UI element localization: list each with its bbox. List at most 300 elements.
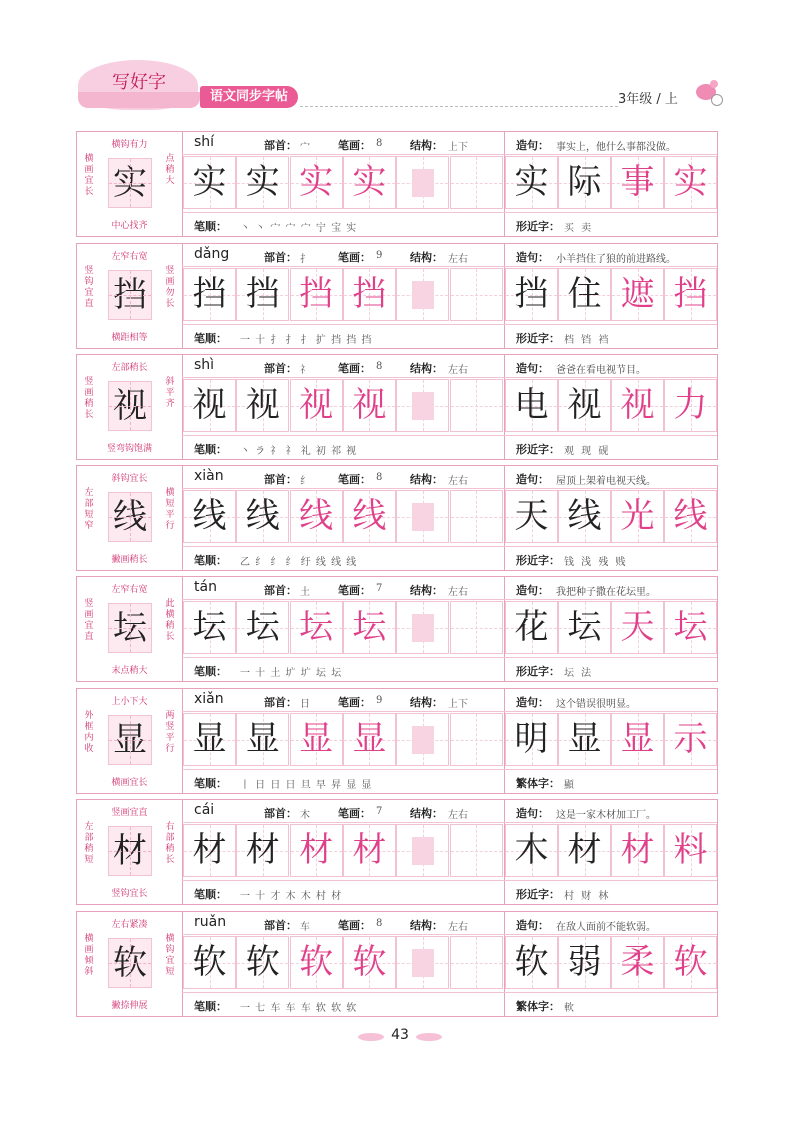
strokes-value: 9 bbox=[376, 250, 383, 261]
structure-value: 左右 bbox=[448, 922, 468, 933]
writing-cell[interactable] bbox=[290, 601, 343, 654]
radical-value: 木 bbox=[300, 810, 310, 821]
strokes-label: 笔画： bbox=[338, 919, 371, 932]
radical-value: 纟 bbox=[300, 476, 310, 487]
writing-cell[interactable] bbox=[450, 601, 503, 654]
writing-cell[interactable] bbox=[236, 601, 289, 654]
word-cell bbox=[505, 936, 558, 989]
radical-value: 宀 bbox=[300, 142, 310, 153]
word-cell bbox=[505, 713, 558, 766]
writing-cell[interactable] bbox=[290, 379, 343, 432]
stroke-order-row bbox=[182, 992, 504, 1017]
writing-grid bbox=[182, 711, 504, 769]
page-footer bbox=[0, 1025, 800, 1049]
model-character-box bbox=[108, 826, 152, 876]
sentence-text: 爸爸在看电视节目。 bbox=[556, 365, 646, 376]
tip-left: 左部短窄 bbox=[84, 488, 94, 531]
structure-label: 结构： bbox=[410, 362, 443, 375]
practice-char: 软 bbox=[192, 942, 227, 982]
structure-label: 结构： bbox=[410, 584, 443, 597]
grade-label: 3年级 / 上 bbox=[618, 92, 678, 107]
practice-char: 线 bbox=[245, 496, 280, 536]
writing-grid bbox=[182, 488, 504, 546]
practice-card bbox=[76, 576, 718, 682]
practice-char: 材 bbox=[245, 830, 280, 870]
sentence-row bbox=[504, 355, 717, 378]
stroke-order-row bbox=[182, 324, 504, 349]
sentence-label: 造句： bbox=[516, 251, 549, 264]
writing-cell[interactable] bbox=[396, 379, 449, 432]
related-row bbox=[504, 657, 717, 682]
radical-label: 部首： bbox=[264, 362, 297, 375]
structure-value: 上下 bbox=[448, 142, 468, 153]
word-cell bbox=[664, 936, 717, 989]
strokes-label: 笔画： bbox=[338, 473, 371, 486]
model-character-box bbox=[108, 270, 152, 320]
stroke-order-row bbox=[182, 657, 504, 682]
practice-card bbox=[76, 688, 718, 794]
word-cell bbox=[505, 268, 558, 321]
word-cell bbox=[505, 379, 558, 432]
book-icon bbox=[78, 92, 200, 108]
writing-cell[interactable] bbox=[450, 713, 503, 766]
writing-cell[interactable] bbox=[450, 824, 503, 877]
pinyin: ruǎn bbox=[194, 914, 227, 930]
related-row bbox=[504, 769, 717, 794]
word-cell bbox=[505, 824, 558, 877]
pinyin: cái bbox=[194, 802, 215, 818]
stroke-order-value: 乙 纟 纟 纟 纡 线 线 线 bbox=[240, 557, 358, 568]
word-char: 电 bbox=[514, 385, 549, 425]
writing-grid bbox=[182, 934, 504, 992]
writing-cell[interactable] bbox=[290, 490, 343, 543]
practice-char: 材 bbox=[352, 830, 387, 870]
leaf-right-icon bbox=[416, 1033, 442, 1041]
practice-area bbox=[182, 912, 505, 1016]
word-cell bbox=[558, 936, 611, 989]
character-guide bbox=[77, 800, 183, 904]
word-char: 坛 bbox=[567, 607, 602, 647]
word-cell bbox=[505, 490, 558, 543]
stroke-order-row bbox=[182, 212, 504, 237]
word-area bbox=[504, 244, 717, 348]
word-cell bbox=[611, 824, 664, 877]
strokes-label: 笔画： bbox=[338, 139, 371, 152]
practice-area bbox=[182, 466, 505, 570]
tip-left: 左部稍短 bbox=[84, 822, 94, 865]
word-grid bbox=[504, 266, 717, 324]
writing-cell[interactable] bbox=[450, 379, 503, 432]
tip-bottom: 撇画稍长 bbox=[111, 555, 148, 565]
sentence-row bbox=[504, 132, 717, 155]
character-guide bbox=[77, 132, 183, 236]
tip-left: 横画倾斜 bbox=[84, 934, 94, 977]
word-cell bbox=[558, 713, 611, 766]
practice-char: 软 bbox=[352, 942, 387, 982]
writing-cell[interactable] bbox=[396, 936, 449, 989]
character-guide bbox=[77, 689, 183, 793]
word-area bbox=[504, 689, 717, 793]
word-char: 显 bbox=[620, 719, 655, 759]
stroke-order-label: 笔顺： bbox=[194, 443, 227, 456]
practice-char: 坛 bbox=[192, 607, 227, 647]
related-row bbox=[504, 435, 717, 460]
tip-right: 右部稍长 bbox=[165, 822, 175, 865]
writing-cell[interactable] bbox=[450, 268, 503, 321]
writing-cell[interactable] bbox=[343, 824, 396, 877]
model-character-box bbox=[108, 603, 152, 653]
writing-cell[interactable] bbox=[396, 156, 449, 209]
writing-cell[interactable] bbox=[343, 601, 396, 654]
tip-top: 左窄右宽 bbox=[111, 585, 148, 595]
word-char: 木 bbox=[514, 830, 549, 870]
tip-top: 竖画宜直 bbox=[111, 808, 148, 818]
stroke-order-value: 丨 日 日 日 旦 早 昇 显 显 bbox=[240, 780, 373, 791]
word-cell bbox=[558, 490, 611, 543]
practice-area bbox=[182, 689, 505, 793]
word-char: 视 bbox=[620, 385, 655, 425]
strokes-label: 笔画： bbox=[338, 696, 371, 709]
sentence-text: 在敌人面前不能软弱。 bbox=[556, 922, 656, 933]
strokes-value: 9 bbox=[376, 695, 383, 706]
writing-cell[interactable] bbox=[396, 824, 449, 877]
practice-char: 实 bbox=[299, 162, 334, 202]
related-chars: 档 铛 裆 bbox=[564, 335, 611, 346]
word-cell bbox=[558, 156, 611, 209]
strokes-value: 8 bbox=[376, 472, 383, 483]
writing-grid bbox=[182, 266, 504, 324]
writing-cell[interactable] bbox=[450, 156, 503, 209]
tip-left: 竖画稍长 bbox=[84, 377, 94, 420]
related-chars: 軟 bbox=[564, 1003, 576, 1014]
writing-cell[interactable] bbox=[343, 936, 396, 989]
word-char: 线 bbox=[673, 496, 708, 536]
writing-cell[interactable] bbox=[236, 936, 289, 989]
practice-char: 实 bbox=[245, 162, 280, 202]
word-grid bbox=[504, 488, 717, 546]
writing-cell[interactable] bbox=[290, 824, 343, 877]
practice-char: 视 bbox=[299, 385, 334, 425]
strokes-value: 7 bbox=[376, 583, 383, 594]
model-character: 材 bbox=[113, 831, 147, 871]
trace-guide bbox=[412, 726, 434, 754]
word-char: 光 bbox=[620, 496, 655, 536]
structure-value: 上下 bbox=[448, 699, 468, 710]
word-char: 力 bbox=[673, 385, 708, 425]
word-char: 弱 bbox=[567, 942, 602, 982]
trace-guide bbox=[412, 949, 434, 977]
strokes-label: 笔画： bbox=[338, 362, 371, 375]
practice-char: 挡 bbox=[192, 274, 227, 314]
strokes-value: 8 bbox=[376, 361, 383, 372]
sentence-label: 造句： bbox=[516, 139, 549, 152]
stroke-order-row bbox=[182, 546, 504, 571]
stroke-order-label: 笔顺： bbox=[194, 220, 227, 233]
tip-bottom: 中心找齐 bbox=[111, 221, 148, 231]
model-character-box bbox=[108, 715, 152, 765]
char-info-row bbox=[182, 466, 504, 489]
radical-value: 扌 bbox=[300, 254, 310, 265]
writing-cell[interactable] bbox=[396, 713, 449, 766]
strokes-value: 8 bbox=[376, 918, 383, 929]
trace-guide bbox=[412, 614, 434, 642]
writing-cell[interactable] bbox=[236, 268, 289, 321]
sentence-row bbox=[504, 577, 717, 600]
writing-cell[interactable] bbox=[183, 936, 236, 989]
trace-guide bbox=[412, 281, 434, 309]
character-guide bbox=[77, 355, 183, 459]
word-char: 坛 bbox=[673, 607, 708, 647]
practice-char: 坛 bbox=[352, 607, 387, 647]
stroke-order-row bbox=[182, 435, 504, 460]
word-char: 际 bbox=[567, 162, 602, 202]
related-chars: 顯 bbox=[564, 780, 576, 791]
word-area bbox=[504, 577, 717, 681]
structure-label: 结构： bbox=[410, 919, 443, 932]
radical-label: 部首： bbox=[264, 139, 297, 152]
practice-area bbox=[182, 355, 505, 459]
writing-cell[interactable] bbox=[343, 379, 396, 432]
word-char: 事 bbox=[620, 162, 655, 202]
stroke-order-label: 笔顺： bbox=[194, 332, 227, 345]
stroke-order-row bbox=[182, 880, 504, 905]
writing-cell[interactable] bbox=[396, 601, 449, 654]
practice-card bbox=[76, 911, 718, 1017]
radical-value: 日 bbox=[300, 699, 310, 710]
word-char: 料 bbox=[673, 830, 708, 870]
radical-value: 土 bbox=[300, 587, 310, 598]
writing-grid bbox=[182, 377, 504, 435]
practice-char: 显 bbox=[299, 719, 334, 759]
radical-label: 部首： bbox=[264, 473, 297, 486]
related-row bbox=[504, 546, 717, 571]
practice-char: 视 bbox=[352, 385, 387, 425]
brand-logo: 写好字 bbox=[112, 72, 166, 93]
related-chars: 坛 法 bbox=[564, 668, 594, 679]
model-character-box bbox=[108, 492, 152, 542]
word-cell bbox=[611, 936, 664, 989]
sentence-row bbox=[504, 912, 717, 935]
structure-label: 结构： bbox=[410, 473, 443, 486]
tip-top: 左窄右宽 bbox=[111, 252, 148, 262]
writing-cell[interactable] bbox=[183, 379, 236, 432]
writing-cell[interactable] bbox=[236, 713, 289, 766]
pinyin: shí bbox=[194, 134, 215, 150]
stroke-order-value: 一 十 才 木 木 村 材 bbox=[240, 891, 343, 902]
sentence-label: 造句： bbox=[516, 473, 549, 486]
word-char: 遮 bbox=[620, 274, 655, 314]
strokes-label: 笔画： bbox=[338, 584, 371, 597]
word-cell bbox=[611, 379, 664, 432]
trace-guide bbox=[412, 837, 434, 865]
radical-value: 车 bbox=[300, 922, 310, 933]
related-label: 形近字： bbox=[516, 888, 560, 901]
writing-cell[interactable] bbox=[236, 156, 289, 209]
sentence-text: 事实上，他什么事都没做。 bbox=[556, 142, 676, 153]
word-area bbox=[504, 355, 717, 459]
radical-label: 部首： bbox=[264, 696, 297, 709]
word-cell bbox=[611, 156, 664, 209]
word-area bbox=[504, 800, 717, 904]
radical-label: 部首： bbox=[264, 251, 297, 264]
tip-left: 竖画宜直 bbox=[84, 599, 94, 642]
practice-card bbox=[76, 131, 718, 237]
model-character: 实 bbox=[113, 163, 147, 203]
structure-value: 左右 bbox=[448, 365, 468, 376]
writing-cell[interactable] bbox=[183, 713, 236, 766]
tip-left: 竖钩宜直 bbox=[84, 266, 94, 309]
practice-char: 显 bbox=[245, 719, 280, 759]
writing-cell[interactable] bbox=[183, 268, 236, 321]
tip-right: 斜平齐 bbox=[165, 377, 175, 409]
related-label: 形近字： bbox=[516, 443, 560, 456]
related-chars: 观 现 砚 bbox=[564, 446, 611, 457]
writing-cell[interactable] bbox=[396, 268, 449, 321]
structure-value: 左右 bbox=[448, 476, 468, 487]
practice-char: 线 bbox=[299, 496, 334, 536]
word-cell bbox=[558, 601, 611, 654]
practice-char: 挡 bbox=[245, 274, 280, 314]
word-char: 挡 bbox=[514, 274, 549, 314]
pinyin: tán bbox=[194, 579, 217, 595]
sentence-text: 这个错误很明显。 bbox=[556, 699, 636, 710]
word-cell bbox=[558, 379, 611, 432]
character-guide bbox=[77, 912, 183, 1016]
word-char: 软 bbox=[514, 942, 549, 982]
writing-cell[interactable] bbox=[343, 268, 396, 321]
word-char: 柔 bbox=[620, 942, 655, 982]
word-grid bbox=[504, 599, 717, 657]
sentence-row bbox=[504, 466, 717, 489]
structure-label: 结构： bbox=[410, 696, 443, 709]
related-chars: 钱 浅 残 贱 bbox=[564, 557, 628, 568]
writing-grid bbox=[182, 822, 504, 880]
tip-bottom: 横距相等 bbox=[111, 333, 148, 343]
model-character: 视 bbox=[113, 386, 147, 426]
tip-right: 此横稍长 bbox=[165, 599, 175, 642]
sentence-label: 造句： bbox=[516, 696, 549, 709]
writing-cell[interactable] bbox=[236, 490, 289, 543]
pinyin: xiàn bbox=[194, 468, 224, 484]
tip-bottom: 竖钩宜长 bbox=[111, 889, 148, 899]
practice-char: 材 bbox=[192, 830, 227, 870]
trace-guide bbox=[412, 169, 434, 197]
practice-char: 显 bbox=[192, 719, 227, 759]
related-chars: 买 卖 bbox=[564, 223, 594, 234]
stroke-order-label: 笔顺： bbox=[194, 888, 227, 901]
word-char: 实 bbox=[514, 162, 549, 202]
word-char: 线 bbox=[567, 496, 602, 536]
writing-cell[interactable] bbox=[450, 490, 503, 543]
word-cell bbox=[611, 268, 664, 321]
word-cell bbox=[505, 601, 558, 654]
word-char: 挡 bbox=[673, 274, 708, 314]
stroke-order-value: 一 七 车 车 车 软 软 软 bbox=[240, 1003, 358, 1014]
related-label: 繁体字： bbox=[516, 777, 560, 790]
sentence-text: 这是一家木材加工厂。 bbox=[556, 810, 656, 821]
practice-card bbox=[76, 465, 718, 571]
word-char: 花 bbox=[514, 607, 549, 647]
related-row bbox=[504, 324, 717, 349]
model-character-box bbox=[108, 158, 152, 208]
word-char: 材 bbox=[567, 830, 602, 870]
word-grid bbox=[504, 711, 717, 769]
sentence-row bbox=[504, 244, 717, 267]
character-guide bbox=[77, 466, 183, 570]
stroke-order-value: 丶 ラ 礻 礻 礼 初 祁 视 bbox=[240, 446, 358, 457]
practice-char: 显 bbox=[352, 719, 387, 759]
word-cell bbox=[558, 268, 611, 321]
tip-bottom: 竖弯钩饱满 bbox=[106, 444, 152, 454]
word-cell bbox=[505, 156, 558, 209]
writing-cell[interactable] bbox=[343, 156, 396, 209]
writing-grid bbox=[182, 154, 504, 212]
writing-cell[interactable] bbox=[290, 713, 343, 766]
writing-cell[interactable] bbox=[343, 490, 396, 543]
structure-label: 结构： bbox=[410, 139, 443, 152]
character-guide bbox=[77, 244, 183, 348]
related-label: 形近字： bbox=[516, 554, 560, 567]
sentence-label: 造句： bbox=[516, 807, 549, 820]
radical-label: 部首： bbox=[264, 584, 297, 597]
writing-cell[interactable] bbox=[183, 824, 236, 877]
stroke-order-row bbox=[182, 769, 504, 794]
word-area bbox=[504, 912, 717, 1016]
related-label: 形近字： bbox=[516, 332, 560, 345]
character-guide bbox=[77, 577, 183, 681]
tip-right: 两竖平行 bbox=[165, 711, 175, 754]
writing-cell[interactable] bbox=[290, 156, 343, 209]
writing-cell[interactable] bbox=[290, 268, 343, 321]
page-header bbox=[0, 0, 800, 120]
writing-cell[interactable] bbox=[396, 490, 449, 543]
word-grid bbox=[504, 822, 717, 880]
word-char: 示 bbox=[673, 719, 708, 759]
word-cell bbox=[611, 601, 664, 654]
writing-cell[interactable] bbox=[183, 490, 236, 543]
writing-cell[interactable] bbox=[290, 936, 343, 989]
practice-char: 挡 bbox=[299, 274, 334, 314]
writing-cell[interactable] bbox=[343, 713, 396, 766]
writing-cell[interactable] bbox=[236, 379, 289, 432]
writing-cell[interactable] bbox=[236, 824, 289, 877]
sentence-row bbox=[504, 800, 717, 823]
word-grid bbox=[504, 377, 717, 435]
sentence-label: 造句： bbox=[516, 919, 549, 932]
practice-area bbox=[182, 577, 505, 681]
practice-char: 挡 bbox=[352, 274, 387, 314]
trace-guide bbox=[412, 392, 434, 420]
word-char: 软 bbox=[673, 942, 708, 982]
stroke-order-label: 笔顺： bbox=[194, 665, 227, 678]
word-cell bbox=[664, 713, 717, 766]
related-label: 形近字： bbox=[516, 665, 560, 678]
char-info-row bbox=[182, 577, 504, 600]
practice-area bbox=[182, 244, 505, 348]
pinyin: shì bbox=[194, 357, 215, 373]
word-cell bbox=[664, 268, 717, 321]
tip-top: 左部稍长 bbox=[111, 363, 148, 373]
writing-cell[interactable] bbox=[183, 601, 236, 654]
stroke-order-value: 一 十 土 圹 圹 坛 坛 bbox=[240, 668, 343, 679]
writing-cell[interactable] bbox=[183, 156, 236, 209]
practice-char: 坛 bbox=[299, 607, 334, 647]
word-cell bbox=[664, 156, 717, 209]
tip-bottom: 横画宜长 bbox=[111, 778, 148, 788]
strokes-value: 7 bbox=[376, 806, 383, 817]
model-character: 挡 bbox=[113, 275, 147, 315]
writing-cell[interactable] bbox=[450, 936, 503, 989]
